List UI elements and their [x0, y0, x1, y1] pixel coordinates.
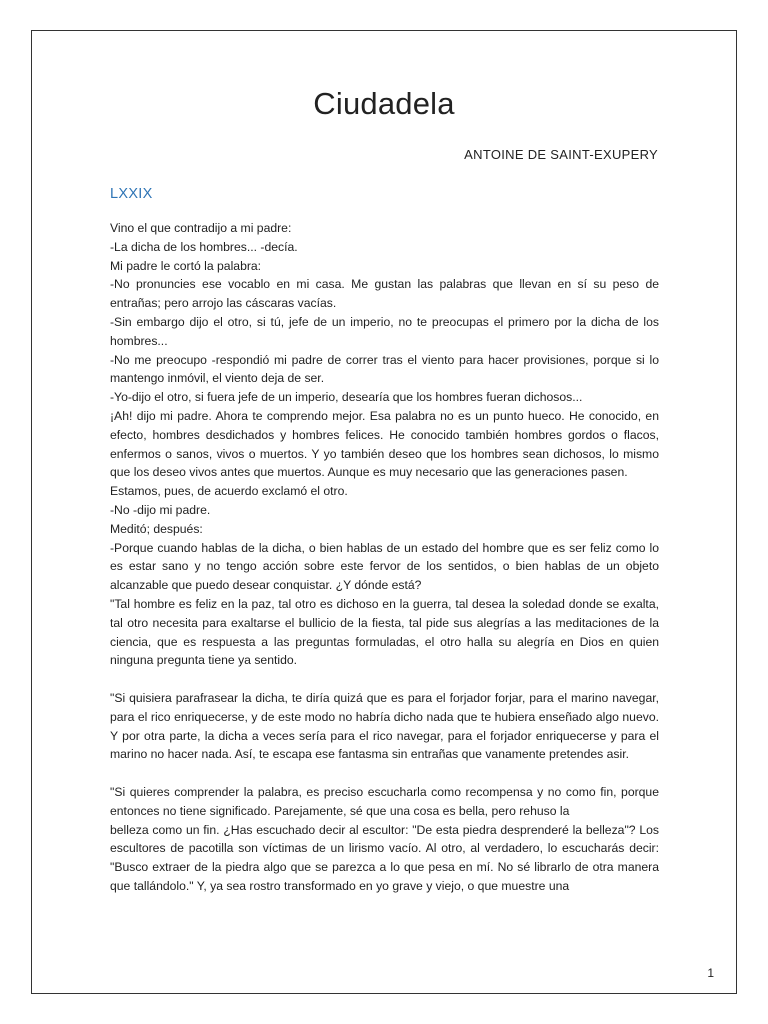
paragraph: Mi padre le cortó la palabra:: [110, 258, 262, 273]
paragraph: -La dicha de los hombres... -decía.: [110, 239, 298, 254]
paragraph: belleza como un fin. ¿Has escuchado decir al escultor: "De esta piedra desprenderé la belleza"? Los escultores de pacotilla son víctimas de un lirismo vacío. Al otro, al verdadero, lo escucharás decir: "Busco extraer de la piedra algo que se parezca a lo que pesa en mí. No sé librarlo de otra manera que tallándolo." Y, ya sea rostro transformado en yo grave y viejo, o que muestre una: [110, 822, 659, 893]
paragraph: -Yo-dijo el otro, si fuera jefe de un imperio, desearía que los hombres fueran dichosos...: [110, 390, 583, 405]
paragraph: ¡Ah! dijo mi padre. Ahora te comprendo mejor. Esa palabra no es un punto hueco. He conocido, en efecto, hombres desdichados y hombres felices. He conocido también hombres gordos o flacos, enfermos o sanos, vivos o muertos. Y yo también deseo que los hombres sean dichosos, lo mismo que los deseo vivos antes que muertos. Aunque es muy necesario que las generaciones pasen.: [110, 408, 659, 480]
paragraph: -No me preocupo -respondió mi padre de correr tras el viento para hacer provisiones, porque si lo mantengo inmóvil, el viento deja de ser.: [110, 352, 659, 386]
paragraph: "Si quisiera parafrasear la dicha, te diría quizá que es para el forjador forjar, para el marino navegar, para el rico enriquecerse, y de este modo no habría dicho nada que te hubiera enseñado algo nuevo. Y por otra parte, la dicha a veces sería para el rico navegar, para el forjador enriquecerse y para el marino no hacer nada. Así, te escapa ese fantasma sin entrañas que vanamente pretendes asir.: [110, 690, 659, 762]
paragraph: Vino el que contradijo a mi padre:: [110, 221, 292, 235]
body-text: [110, 219, 659, 896]
paragraph: -No pronuncies ese vocablo en mi casa. Me gustan las palabras que llevan en sí su peso de entrañas; pero arrojo las cáscaras vacías.: [110, 277, 659, 311]
author-name: ANTOINE DE SAINT-EXUPERY: [464, 147, 658, 162]
paragraph: Estamos, pues, de acuerdo exclamó el otro.: [110, 484, 348, 499]
paragraph: -Sin embargo dijo el otro, si tú, jefe de un imperio, no te preocupas el primero por la dicha de los hombres...: [110, 314, 659, 348]
paragraph: Meditó; después:: [110, 521, 203, 536]
paragraph: "Tal hombre es feliz en la paz, tal otro es dichoso en la guerra, tal desea la soledad donde se exalta, tal otro necesita para exaltarse el bullicio de la fiesta, tal pide sus alegrías a las meditaciones de la ciencia, que es respuesta a las preguntas formuladas, el otro halla su alegría en Dios en quien ninguna pregunta tiene ya sentido.: [110, 596, 659, 668]
chapter-heading: LXXIX: [110, 186, 153, 202]
paragraph: "Si quieres comprender la palabra, es preciso escucharla como recompensa y no como fin, porque entonces no tiene significado. Parejamente, sé que una cosa es bella, pero rehuso la: [110, 784, 659, 818]
paragraph: -No -dijo mi padre.: [110, 502, 211, 517]
page-number: 1: [707, 966, 714, 980]
paragraph: -Porque cuando hablas de la dicha, o bien hablas de un estado del hombre que es ser feliz como lo es estar sano y no tengo acción sobre este fervor de los sentidos, o bien hablas de un objeto alcanzable que puedo desear conquistar. ¿Y dónde está?: [110, 540, 659, 593]
document-title: Ciudadela: [313, 86, 455, 121]
